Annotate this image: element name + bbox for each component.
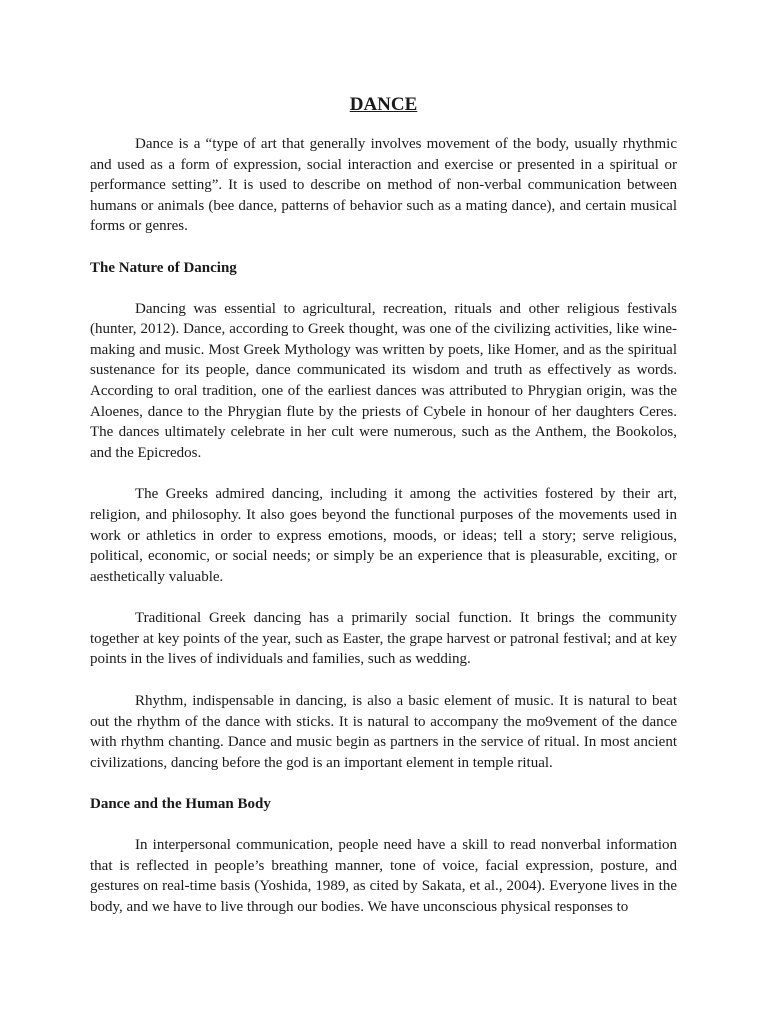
intro-paragraph: Dance is a “type of art that generally involves movement of the body, usually rhythmic and used as a form of expression, social interaction and exercise or presented in a spiritual or performance setting”. It is used to describe on method of non-verbal communication between humans or animals (bee dance, patterns of behavior such as a mating dance), and certain musical forms or genres. (90, 136, 677, 235)
section-heading-nature-of-dancing: The Nature of Dancing (90, 259, 237, 276)
document-page (90, 94, 677, 938)
paragraph: Rhythm, indispensable in dancing, is also a basic element of music. It is natural to beat out the rhythm of the dance with sticks. It is natural to accompany the mo9vement of the dance with rhythm chanting. Dance and music begin as partners in the service of ritual. In most ancient civilizations, dancing before the god is an important element in temple ritual. (90, 693, 677, 771)
paragraph: Dancing was essential to agricultural, recreation, rituals and other religious festivals (hunter, 2012). Dance, according to Greek thought, was one of the civilizing activities, like wine-making and music. Most Greek Mythology was written by poets, like Homer, and as the spiritual sustenance for its people, dance communicated its wisdom and truth as effectively as words. According to oral tradition, one of the earliest dances was attributed to Phrygian origin, was the Aloenes, dance to the Phrygian flute by the priests of Cybele in honour of her daughters Ceres. The dances ultimately celebrate in her cult were numerous, such as the Anthem, the Bookolos, and the Epicredos. (90, 300, 677, 461)
section-heading-dance-and-human-body: Dance and the Human Body (90, 796, 271, 813)
paragraph: Traditional Greek dancing has a primarily social function. It brings the community together at key points of the year, such as Easter, the grape harvest or patronal festival; and at key points in the lives of individuals and families, such as wedding. (90, 610, 677, 668)
paragraph: The Greeks admired dancing, including it among the activities fostered by their art, religion, and philosophy. It also goes beyond the functional purposes of the movements used in work or athletics in order to express emotions, moods, or ideas; tell a story; serve religious, political, economic, or social needs; or simply be an experience that is pleasurable, exciting, or aesthetically valuable. (90, 486, 677, 585)
paragraph: In interpersonal communication, people need have a skill to read nonverbal information that is reflected in people’s breathing manner, tone of voice, facial expression, posture, and gestures on real-time basis (Yoshida, 1989, as cited by Sakata, et al., 2004). Everyone lives in the body, and we have to live through our bodies. We have unconscious physical responses to (90, 837, 677, 915)
document-title: DANCE (349, 94, 418, 115)
